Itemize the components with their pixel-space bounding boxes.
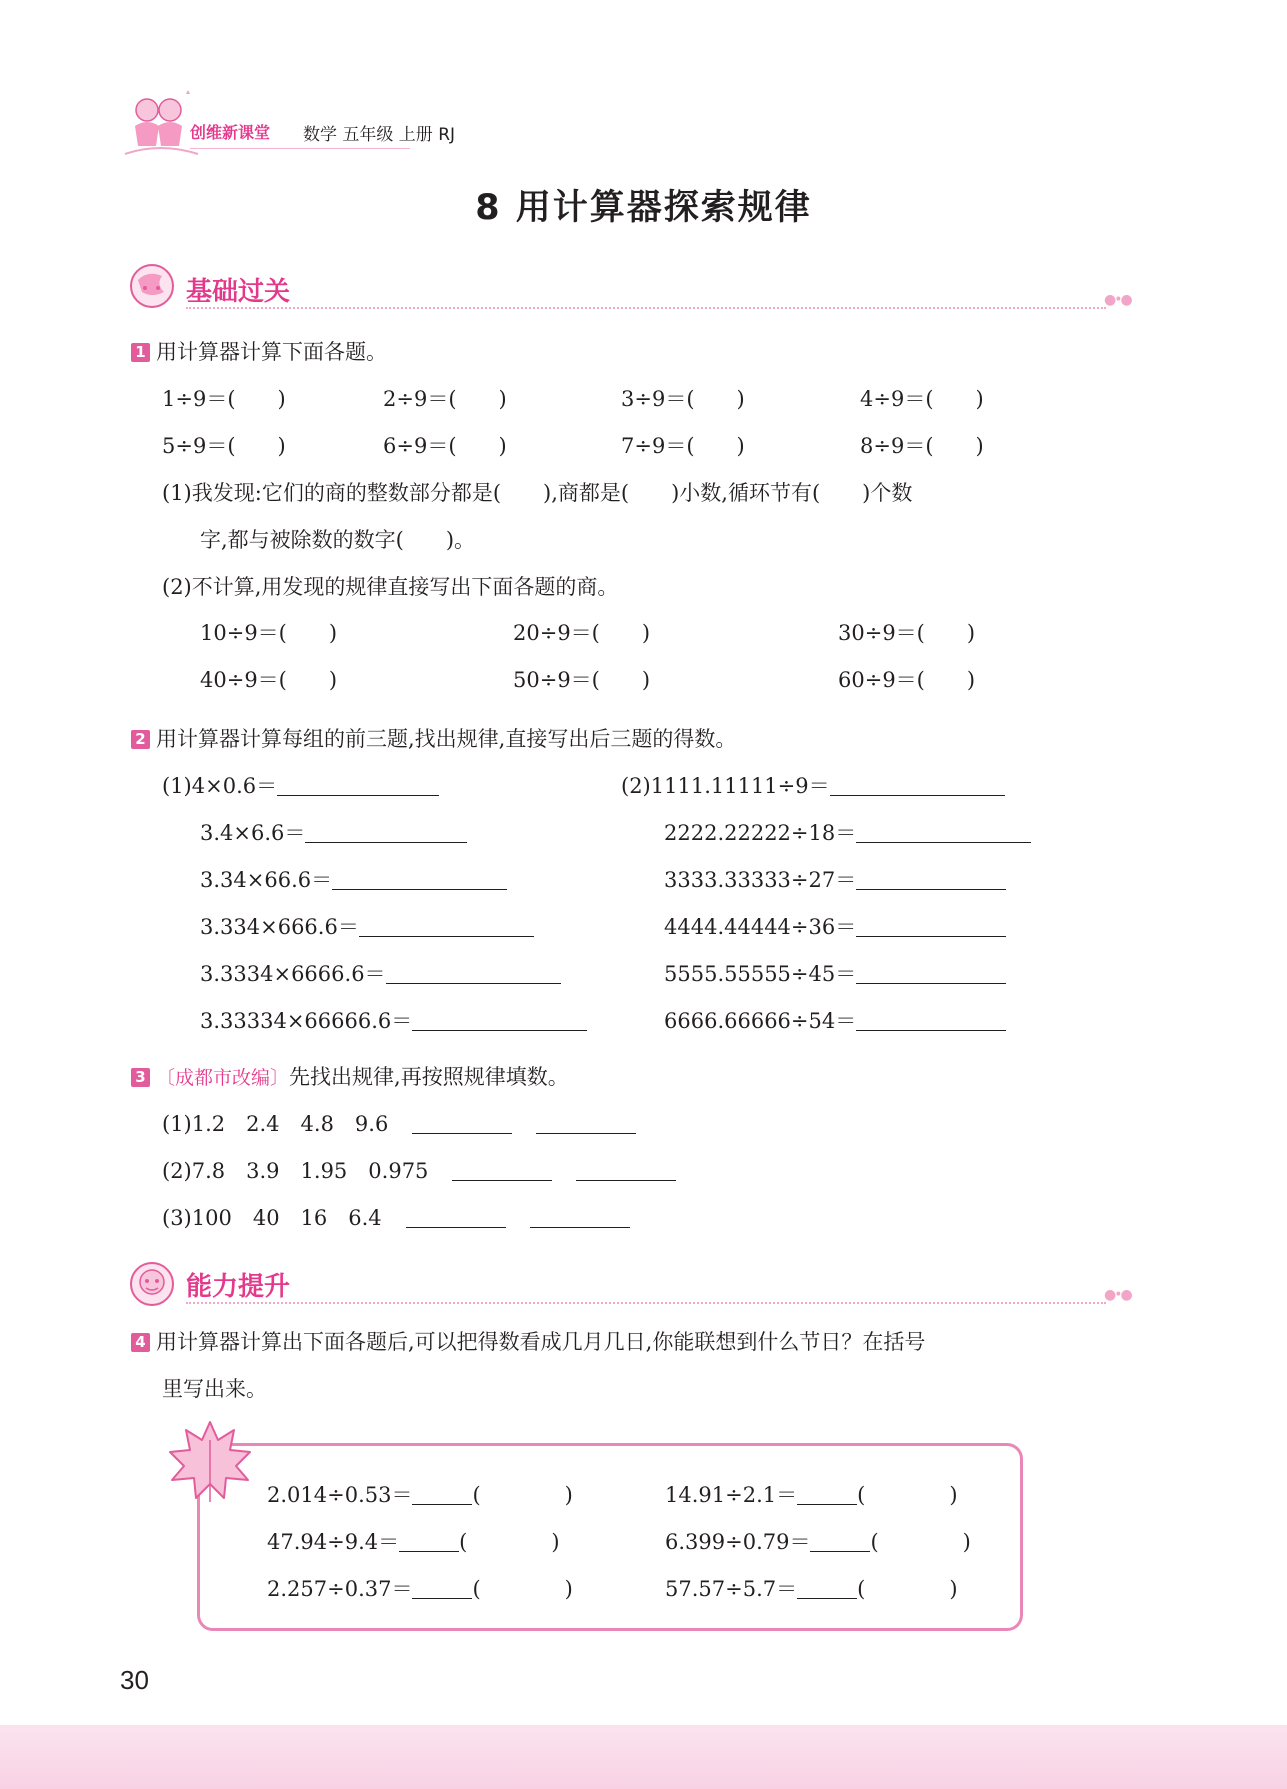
- answer-blank[interactable]: [412, 1484, 472, 1505]
- footer-band: [0, 1725, 1287, 1789]
- expression: 3.334×666.6＝: [200, 915, 359, 939]
- answer-blank[interactable]: [797, 1578, 857, 1599]
- question-number: 2: [131, 730, 150, 749]
- section-divider: [186, 307, 1106, 309]
- sequence: (3)100 40 16 6.4: [162, 1206, 382, 1230]
- question-text: 先找出规律,再按照规律填数。: [289, 1065, 569, 1089]
- flower-dots-icon: ●•●: [1104, 1287, 1131, 1303]
- flower-dots-icon: ●•●: [1104, 292, 1131, 308]
- question-number: 4: [131, 1333, 150, 1352]
- expression: 2.257÷0.37＝: [267, 1577, 413, 1601]
- expression: 3.4×6.6＝: [200, 821, 306, 845]
- q2-left-item: [200, 958, 561, 988]
- q1-part2-item: 50÷9＝( ): [513, 668, 651, 692]
- expression: 5555.55555÷45＝: [664, 962, 857, 986]
- expression: 6.399÷0.79＝: [665, 1530, 811, 1554]
- answer-blank[interactable]: [536, 1113, 636, 1134]
- q1-part2-item: 40÷9＝( ): [200, 668, 338, 692]
- page-title: 8 用计算器探索规律: [475, 188, 812, 228]
- answer-blank[interactable]: [856, 916, 1006, 937]
- section-heading-advanced: 能力提升: [186, 1272, 291, 1302]
- answer-blank[interactable]: [810, 1531, 870, 1552]
- q1-item: 6÷9＝( ): [383, 434, 507, 458]
- source-tag: 〔成都市改编〕: [156, 1067, 290, 1089]
- expression: (1)4×0.6＝: [162, 774, 278, 798]
- expression: 47.94÷9.4＝: [267, 1530, 400, 1554]
- q1-item: 2÷9＝( ): [383, 387, 507, 411]
- answer-blank[interactable]: [359, 916, 534, 937]
- question-number: 3: [131, 1068, 150, 1087]
- answer-blank[interactable]: [412, 1113, 512, 1134]
- festival-blank[interactable]: ( ): [472, 1483, 573, 1507]
- expression: 2.014÷0.53＝: [267, 1483, 413, 1507]
- q1-part2: (2)不计算,用发现的规律直接写出下面各题的商。: [162, 575, 619, 599]
- kids-logo-icon: [120, 88, 200, 158]
- maple-leaf-icon: [164, 1418, 256, 1508]
- q2-right-item: [621, 770, 1005, 800]
- question-number: 1: [131, 343, 150, 362]
- expression: (2)1111.11111÷9＝: [621, 774, 830, 798]
- q1-item: 4÷9＝( ): [860, 387, 984, 411]
- answer-blank[interactable]: [856, 963, 1006, 984]
- header-divider: [190, 148, 410, 149]
- question-2-stem: [131, 723, 736, 753]
- expression: 3.34×66.6＝: [200, 868, 333, 892]
- festival-blank[interactable]: ( ): [857, 1483, 958, 1507]
- answer-blank[interactable]: [576, 1160, 676, 1181]
- answer-blank[interactable]: [386, 963, 561, 984]
- q3-item: [162, 1202, 630, 1232]
- expression: 14.91÷2.1＝: [665, 1483, 798, 1507]
- answer-blank[interactable]: [277, 775, 439, 796]
- question-4-stem: [131, 1326, 925, 1356]
- q4-right-item: [665, 1573, 958, 1603]
- q1-item: 7÷9＝( ): [621, 434, 745, 458]
- q3-item: [162, 1108, 636, 1138]
- q4-right-item: [665, 1526, 971, 1556]
- q2-right-item: [664, 1005, 1006, 1035]
- expression: 3.33334×66666.6＝: [200, 1009, 413, 1033]
- q1-part1-line1: (1)我发现:它们的商的整数部分都是( ),商都是( )小数,循环节有( )个数: [162, 481, 913, 505]
- page-number: 30: [120, 1665, 149, 1695]
- sequence: (1)1.2 2.4 4.8 9.6: [162, 1112, 389, 1136]
- answer-blank[interactable]: [797, 1484, 857, 1505]
- q3-item: [162, 1155, 676, 1185]
- q1-item: 8÷9＝( ): [860, 434, 984, 458]
- festival-blank[interactable]: ( ): [857, 1577, 958, 1601]
- answer-blank[interactable]: [412, 1578, 472, 1599]
- q1-item: 5÷9＝( ): [162, 434, 286, 458]
- q4-left-item: [267, 1526, 560, 1556]
- q1-part2-item: 30÷9＝( ): [838, 621, 976, 645]
- q1-part2-item: 10÷9＝( ): [200, 621, 338, 645]
- q2-left-item: [200, 864, 507, 894]
- answer-blank[interactable]: [530, 1207, 630, 1228]
- answer-blank[interactable]: [399, 1531, 459, 1552]
- q4-left-item: [267, 1479, 573, 1509]
- q4-right-item: [665, 1479, 958, 1509]
- q2-right-item: [664, 958, 1006, 988]
- expression: 2222.22222÷18＝: [664, 821, 857, 845]
- expression: 3.3334×6666.6＝: [200, 962, 386, 986]
- q1-part2-item: 20÷9＝( ): [513, 621, 651, 645]
- q1-item: 3÷9＝( ): [621, 387, 745, 411]
- q1-item: 1÷9＝( ): [162, 387, 286, 411]
- q2-left-item: [200, 911, 534, 941]
- section-divider: [186, 1302, 1106, 1304]
- q2-right-item: [664, 911, 1006, 941]
- answer-blank[interactable]: [830, 775, 1005, 796]
- answer-blank[interactable]: [452, 1160, 552, 1181]
- q1-part1-line2: 字,都与被除数的数字( )。: [200, 528, 476, 552]
- answer-blank[interactable]: [856, 822, 1031, 843]
- sequence: (2)7.8 3.9 1.95 0.975: [162, 1159, 429, 1183]
- globe-mascot-icon: [128, 262, 180, 312]
- question-text: 用计算器计算每组的前三题,找出规律,直接写出后三题的得数。: [156, 727, 737, 751]
- question-3-stem: [131, 1061, 569, 1091]
- q2-right-item: [664, 817, 1031, 847]
- q4-left-item: [267, 1573, 573, 1603]
- mascot-icon: [128, 1260, 180, 1310]
- answer-blank[interactable]: [406, 1207, 506, 1228]
- festival-blank[interactable]: ( ): [459, 1530, 560, 1554]
- question-1-stem: [131, 336, 387, 366]
- expression: 3333.33333÷27＝: [664, 868, 857, 892]
- q2-left-item: [162, 770, 439, 800]
- question-4-stem-line2: 里写出来。: [162, 1377, 267, 1401]
- answer-blank[interactable]: [305, 822, 467, 843]
- q2-left-item: [200, 1005, 587, 1035]
- question-text: 用计算器计算下面各题。: [156, 340, 387, 364]
- expression: 6666.66666÷54＝: [664, 1009, 857, 1033]
- answer-blank[interactable]: [412, 1010, 587, 1031]
- expression: 57.57÷5.7＝: [665, 1577, 798, 1601]
- q2-left-item: [200, 817, 467, 847]
- q1-part2-item: 60÷9＝( ): [838, 668, 976, 692]
- festival-blank[interactable]: ( ): [870, 1530, 971, 1554]
- book-info: 数学 五年级 上册 RJ: [303, 125, 456, 145]
- festival-blank[interactable]: ( ): [472, 1577, 573, 1601]
- section-heading-basic: 基础过关: [186, 277, 291, 307]
- brand-name: 创维新课堂: [190, 123, 271, 142]
- answer-blank[interactable]: [332, 869, 507, 890]
- expression: 4444.44444÷36＝: [664, 915, 857, 939]
- answer-blank[interactable]: [856, 869, 1006, 890]
- q2-right-item: [664, 864, 1006, 894]
- answer-blank[interactable]: [856, 1010, 1006, 1031]
- question-text: 用计算器计算出下面各题后,可以把得数看成几月几日,你能联想到什么节日？在括号: [156, 1330, 926, 1354]
